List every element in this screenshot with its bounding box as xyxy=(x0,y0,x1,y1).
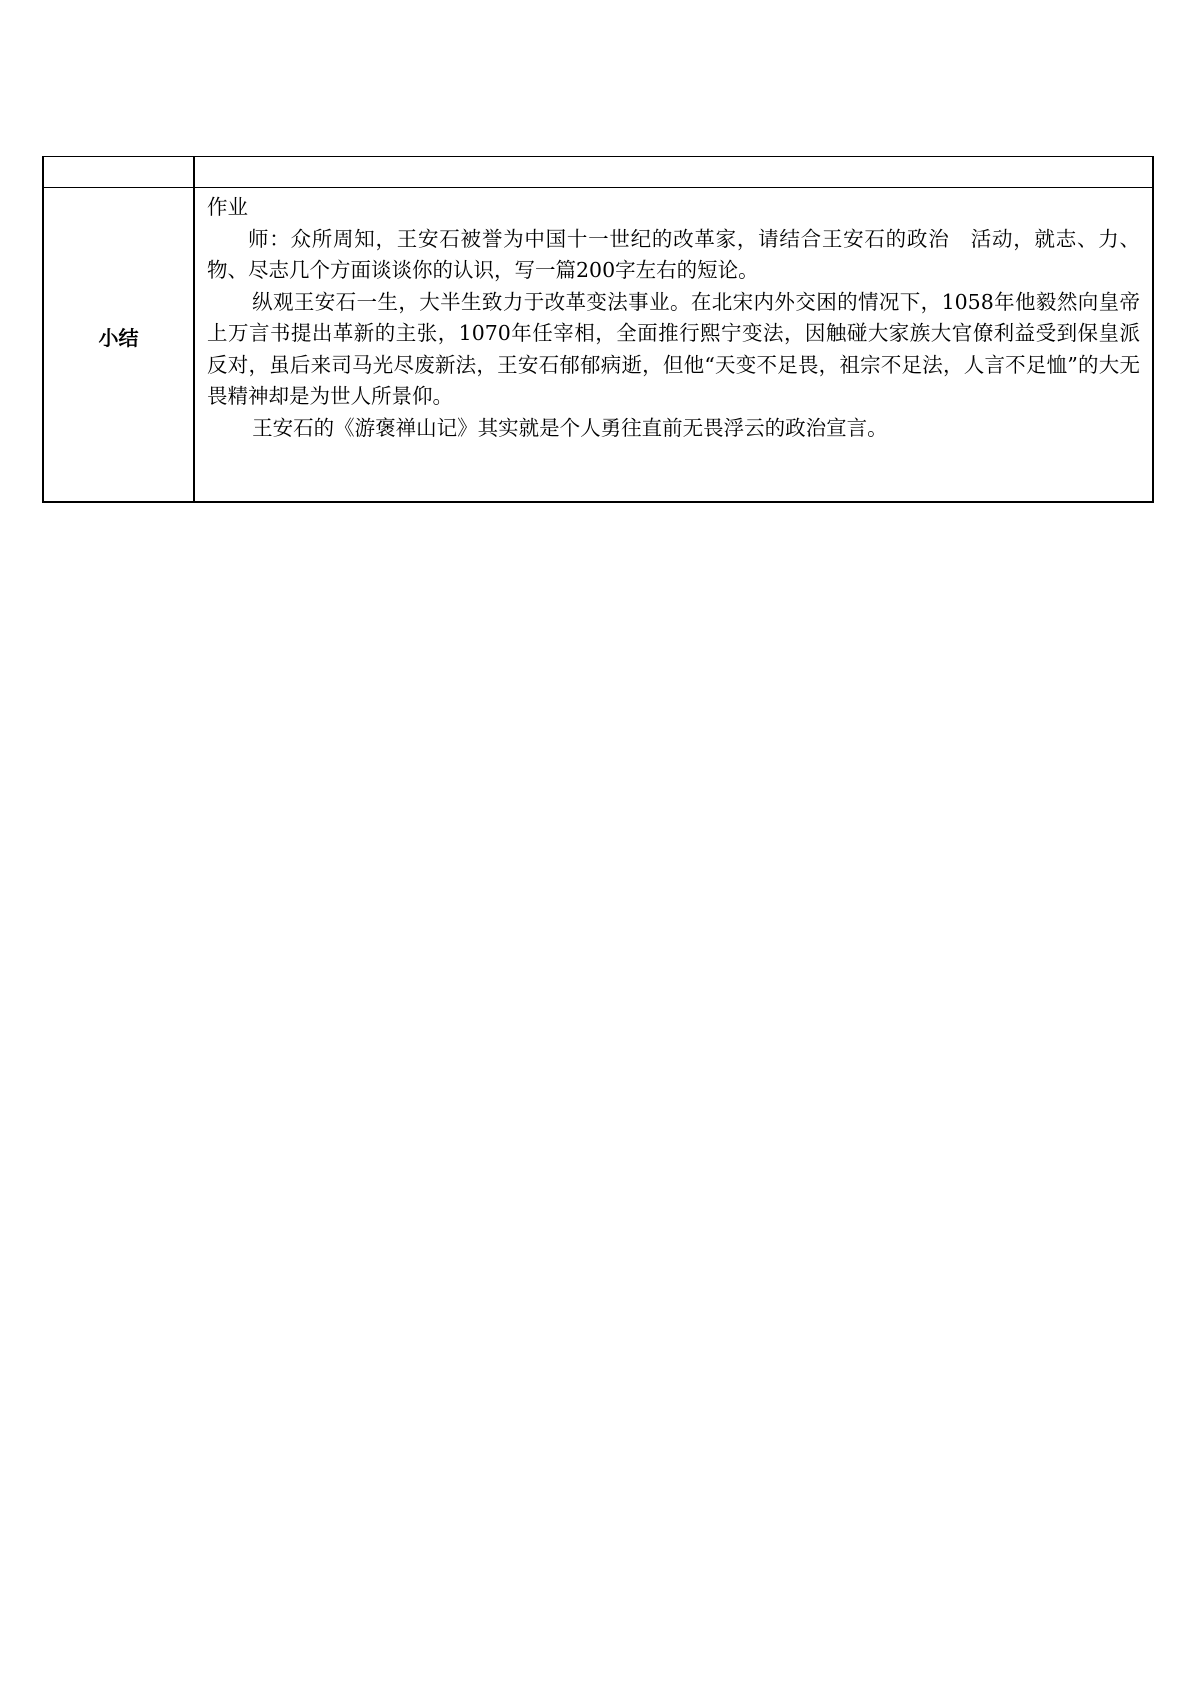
table-row xyxy=(43,157,1153,188)
table-row xyxy=(43,188,1153,503)
section-label-cell xyxy=(43,188,194,503)
conclusion-paragraph: 王安石的《游褒禅山记》其实就是个人勇往直前无畏浮云的政治宣言。 xyxy=(252,415,888,440)
teacher-prompt-paragraph: 师：众所周知，王安石被誉为中国十一世纪的改革家，请结合王安石的政治 活动，就志、力、物、尽志几个方面谈谈你的认识，写一篇200字左右的短论。 xyxy=(207,226,1140,282)
content-cell xyxy=(194,188,1153,503)
content-body xyxy=(195,188,1152,444)
empty-cell-left xyxy=(43,157,194,188)
homework-heading: 作业 xyxy=(207,195,248,219)
empty-cell-right xyxy=(194,157,1153,188)
section-label: 小结 xyxy=(98,326,139,350)
summary-paragraph: 纵观王安石一生，大半生致力于改革变法事业。在北宋内外交困的情况下，1058年他毅然向皇帝上万言书提出革新的主张，1070年任宰相，全面推行熙宁变法，因触碰大家族大官僚利益受到保皇派反对，虽后来司马光尽废新法，王安石郁郁病逝，但他“天变不足畏，祖宗不足法，人言不足恤”的大无畏精神却是为世人所景仰。 xyxy=(207,289,1140,408)
lesson-table xyxy=(42,156,1154,503)
